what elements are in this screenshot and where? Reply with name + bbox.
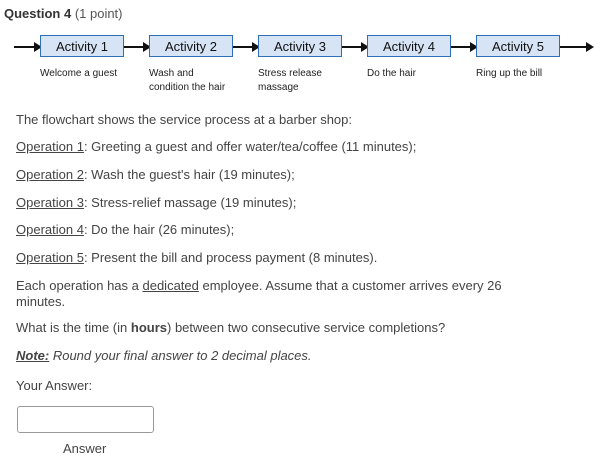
activity-2-box: Activity 2: [149, 35, 233, 57]
operation-3-link[interactable]: Operation 3: [16, 195, 84, 210]
activity-5-box: Activity 5: [476, 35, 560, 57]
operation-3: Operation 3: Stress-relief massage (19 minutes);: [16, 195, 297, 210]
question-points: (1 point): [74, 6, 123, 21]
your-answer-label: Your Answer:: [16, 378, 93, 393]
flow-arrow-3-4: [342, 46, 367, 48]
operation-4: Operation 4: Do the hair (26 minutes);: [16, 222, 235, 237]
answer-input[interactable]: [17, 406, 154, 433]
operation-5: Operation 5: Present the bill and process payment (8 minutes).: [16, 250, 378, 265]
operation-2-link[interactable]: Operation 2: [16, 167, 84, 182]
flowchart: [0, 28, 610, 98]
note-label: Note:: [16, 348, 50, 363]
operation-4-link[interactable]: Operation 4: [16, 222, 84, 237]
activity-3-box: Activity 3: [258, 35, 342, 57]
question-text: What is the time (in hours) between two consecutive service completions?: [16, 320, 446, 335]
activity-1-desc: Welcome a guest: [40, 68, 118, 79]
question-title: Question 4: [4, 6, 72, 21]
flow-arrow-start: [14, 46, 40, 48]
question-header: [4, 6, 123, 21]
operation-2: Operation 2: Wash the guest's hair (19 minutes);: [16, 167, 295, 182]
dedicated-link[interactable]: dedicated: [142, 278, 199, 293]
answer-input-label: Answer: [63, 441, 107, 456]
operation-1-link[interactable]: Operation 1: [16, 139, 84, 154]
assumption-text: Each operation has a dedicated employee. Assume that a customer arrives every 26 minutes.: [16, 278, 502, 309]
flow-arrow-4-5: [451, 46, 476, 48]
operation-1: Operation 1: Greeting a guest and offer water/tea/coffee (11 minutes);: [16, 139, 417, 154]
activity-4-box: Activity 4: [367, 35, 451, 57]
flow-arrow-2-3: [233, 46, 258, 48]
activity-3-desc: Stress release massage: [258, 68, 322, 93]
activity-4-desc: Do the hair: [367, 68, 416, 79]
activity-5-desc: Ring up the bill: [476, 68, 543, 79]
flow-arrow-end: [560, 46, 592, 48]
activity-2-desc: Wash and condition the hair: [149, 68, 226, 93]
activity-1-box: Activity 1: [40, 35, 124, 57]
operation-5-link[interactable]: Operation 5: [16, 250, 84, 265]
flow-arrow-1-2: [124, 46, 149, 48]
intro-text: The flowchart shows the service process at a barber shop:: [16, 112, 352, 127]
note-text: Note: Round your final answer to 2 decimal places.: [16, 348, 312, 363]
